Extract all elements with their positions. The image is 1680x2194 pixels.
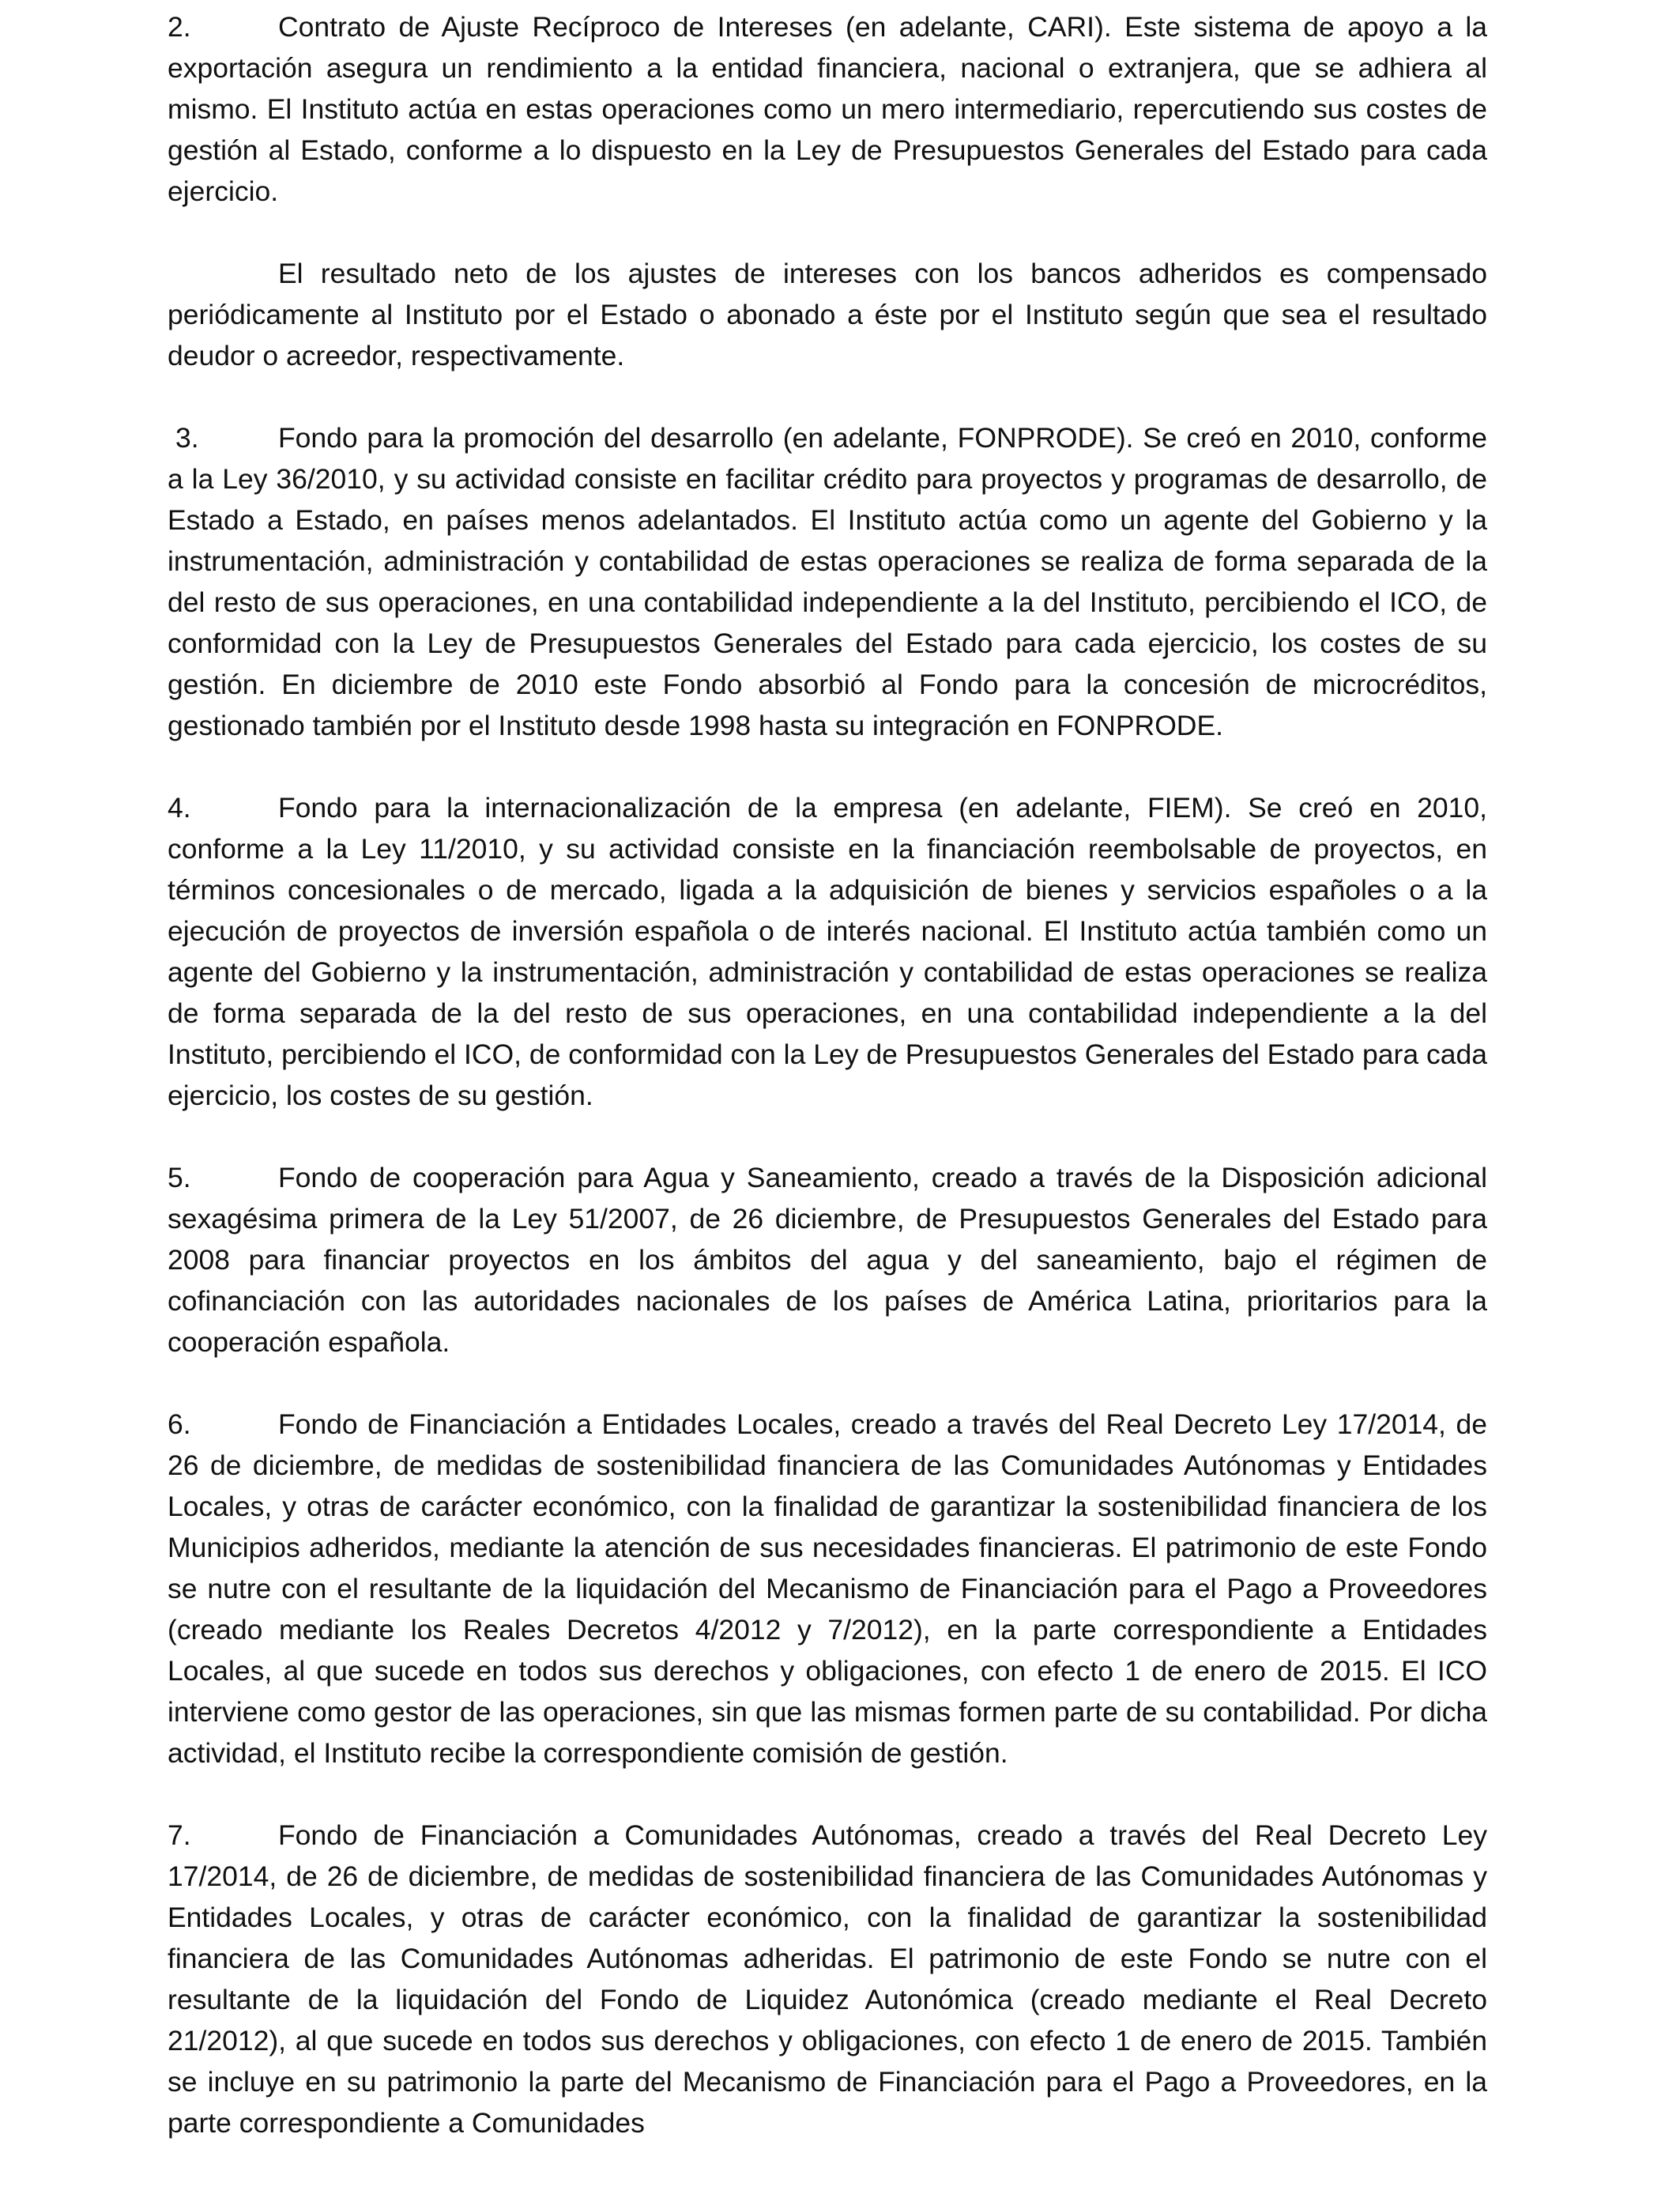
paragraph-number: 5. (168, 1162, 191, 1193)
paragraph-cari-result (168, 253, 1487, 376)
paragraph-number: 7. (168, 1819, 191, 1851)
document-body (168, 6, 1487, 2143)
paragraph-4 (168, 787, 1487, 1116)
paragraph-number: 6. (168, 1408, 191, 1440)
paragraph-7 (168, 1815, 1487, 2143)
paragraph-number: 4. (168, 792, 191, 824)
paragraph-text: Fondo para la promoción del desarrollo (en adelante, FONPRODE). Se creó en 2010, conforme a la Ley 36/2010, y su actividad consiste en facilitar crédito para proyectos y programas de desarrollo, de Estado a Estado, en países menos adelantados. El Instituto actúa como un agente del Gobierno y la instrumentación, administración y contabilidad de estas operaciones se realiza de forma separada de la del resto de sus operaciones, en una contabilidad independiente a la del Instituto, percibiendo el ICO, de conformidad con la Ley de Presupuestos Generales del Estado para cada ejercicio, los costes de su gestión. En diciembre de 2010 este Fondo absorbió al Fondo para la concesión de microcréditos, gestionado también por el Instituto desde 1998 hasta su integración en FONPRODE. (168, 422, 1487, 741)
paragraph-number: 3. (175, 422, 199, 454)
paragraph-text: Fondo para la internacionalización de la empresa (en adelante, FIEM). Se creó en 2010, conforme a la Ley 11/2010, y su actividad consiste en la financiación reembolsable de proyectos, en términos concesionales o de mercado, ligada a la adquisición de bienes y servicios españoles o a la ejecución de proyectos de inversión española o de interés nacional. El Instituto actúa también como un agente del Gobierno y la instrumentación, administración y contabilidad de estas operaciones se realiza de forma separada de la del resto de sus operaciones, en una contabilidad independiente a la del Instituto, percibiendo el ICO, de conformidad con la Ley de Presupuestos Generales del Estado para cada ejercicio, los costes de su gestión. (168, 792, 1487, 1111)
paragraph-5 (168, 1157, 1487, 1363)
paragraph-number: 2. (168, 11, 191, 43)
paragraph-text: El resultado neto de los ajustes de intereses con los bancos adheridos es compensado periódicamente al Instituto por el Estado o abonado a éste por el Instituto según que sea el resultado deudor o acreedor, respectivamente. (168, 258, 1487, 371)
paragraph-text: Fondo de cooperación para Agua y Saneamiento, creado a través de la Disposición adicional sexagésima primera de la Ley 51/2007, de 26 diciembre, de Presupuestos Generales del Estado para 2008 para financiar proyectos en los ámbitos del agua y del saneamiento, bajo el régimen de cofinanciación con las autoridades nacionales de los países de América Latina, prioritarios para la cooperación española. (168, 1162, 1487, 1358)
paragraph-text: Contrato de Ajuste Recíproco de Intereses (en adelante, CARI). Este sistema de apoyo a la exportación asegura un rendimiento a la entidad financiera, nacional o extranjera, que se adhiera al mismo. El Instituto actúa en estas operaciones como un mero intermediario, repercutiendo sus costes de gestión al Estado, conforme a lo dispuesto en la Ley de Presupuestos Generales del Estado para cada ejercicio. (168, 11, 1487, 207)
paragraph-text: Fondo de Financiación a Entidades Locales, creado a través del Real Decreto Ley 17/2014, de 26 de diciembre, de medidas de sostenibilidad financiera de las Comunidades Autónomas y Entidades Locales, y otras de carácter económico, con la finalidad de garantizar la sostenibilidad financiera de los Municipios adheridos, mediante la atención de sus necesidades financieras. El patrimonio de este Fondo se nutre con el resultante de la liquidación del Mecanismo de Financiación para el Pago a Proveedores (creado mediante los Reales Decretos 4/2012 y 7/2012), en la parte correspondiente a Entidades Locales, al que sucede en todos sus derechos y obligaciones, con efecto 1 de enero de 2015. El ICO interviene como gestor de las operaciones, sin que las mismas formen parte de su contabilidad. Por dicha actividad, el Instituto recibe la correspondiente comisión de gestión. (168, 1408, 1487, 1769)
paragraph-2 (168, 6, 1487, 212)
paragraph-3 (168, 417, 1487, 746)
paragraph-6 (168, 1404, 1487, 1774)
paragraph-text: Fondo de Financiación a Comunidades Autónomas, creado a través del Real Decreto Ley 17/2014, de 26 de diciembre, de medidas de sostenibilidad financiera de las Comunidades Autónomas y Entidades Locales, y otras de carácter económico, con la finalidad de garantizar la sostenibilidad financiera de las Comunidades Autónomas adheridas. El patrimonio de este Fondo se nutre con el resultante de la liquidación del Fondo de Liquidez Autonómica (creado mediante el Real Decreto 21/2012), al que sucede en todos sus derechos y obligaciones, con efecto 1 de enero de 2015. También se incluye en su patrimonio la parte del Mecanismo de Financiación para el Pago a Proveedores, en la parte correspondiente a Comunidades (168, 1819, 1487, 2139)
